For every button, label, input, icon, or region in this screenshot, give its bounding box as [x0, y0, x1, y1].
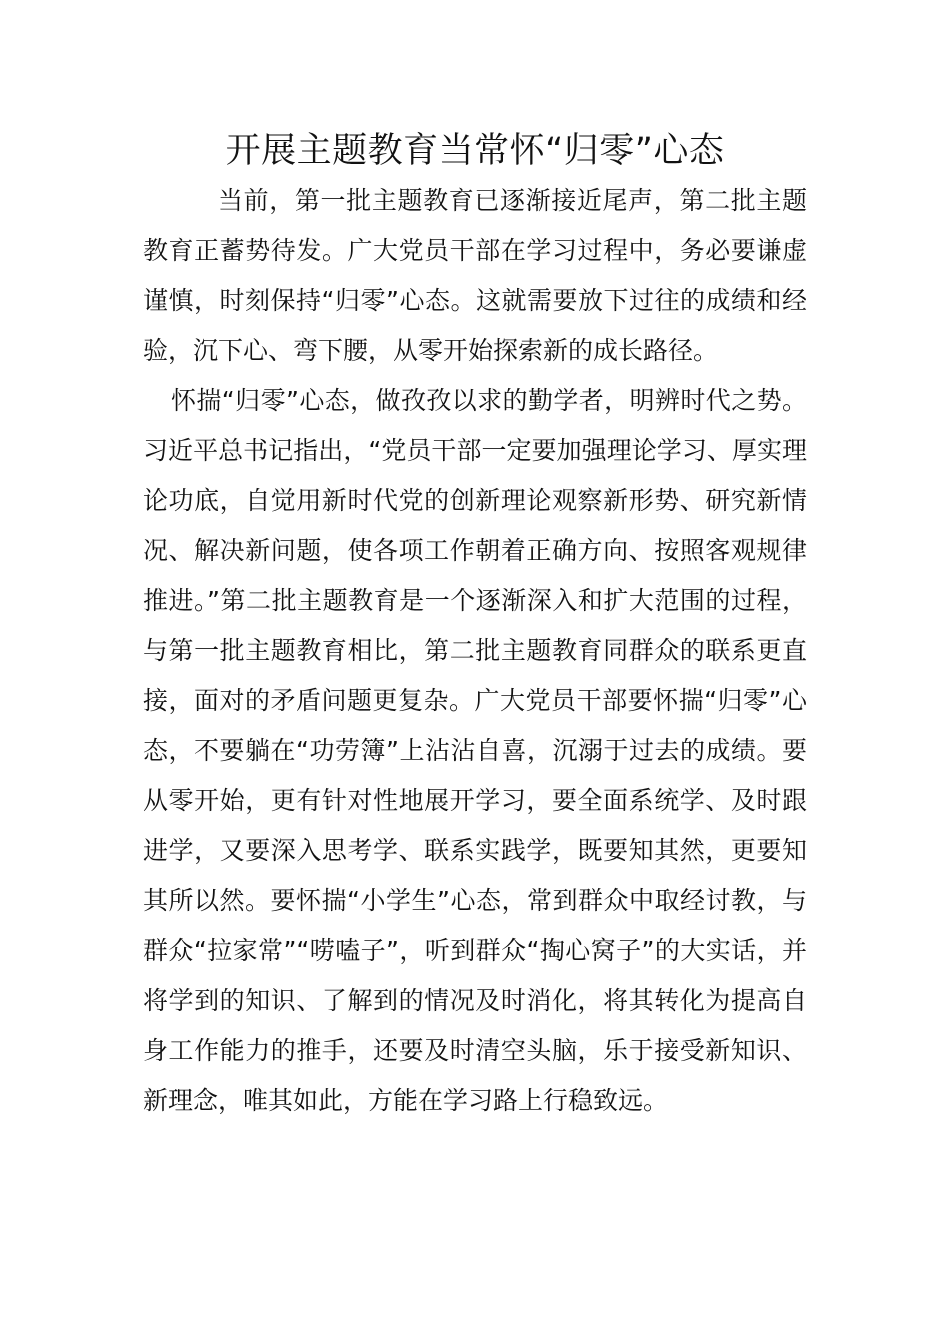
paragraph-intro: 当前，第一批主题教育已逐渐接近尾声，第二批主题教育正蓄势待发。广大党员干部在学习过程中，务必要谦虚谨慎，时刻保持“归零”心态。这就需要放下过往的成绩和经验，沉下心、弯下腰，从零开始探索新的成长路径。: [143, 186, 807, 365]
document-title: 开展主题教育当常怀“归零”心态: [225, 131, 725, 171]
document-body: [143, 176, 807, 1126]
paragraph-main: 怀揣“归零”心态，做孜孜以求的勤学者，明辨时代之势。习近平总书记指出，“党员干部一定要加强理论学习、厚实理论功底，自觉用新时代党的创新理论观察新形势、研究新情况、解决新问题，使各项工作朝着正确方向、按照客观规律推进。”第二批主题教育是一个逐渐深入和扩大范围的过程，与第一批主题教育相比，第二批主题教育同群众的联系更直接，面对的矛盾问题更复杂。广大党员干部要怀揣“归零”心态，不要躺在“功劳簿”上沾沾自喜，沉溺于过去的成绩。要从零开始，更有针对性地展开学习，要全面系统学、及时跟进学，又要深入思考学、联系实践学，既要知其然，更要知其所以然。要怀揣“小学生”心态，常到群众中取经讨教，与群众“拉家常”“唠嗑子”，听到群众“掏心窝子”的大实话，并将学到的知识、了解到的情况及时消化，将其转化为提高自身工作能力的推手，还要及时清空头脑，乐于接受新知识、新理念，唯其如此，方能在学习路上行稳致远。: [143, 386, 807, 1115]
